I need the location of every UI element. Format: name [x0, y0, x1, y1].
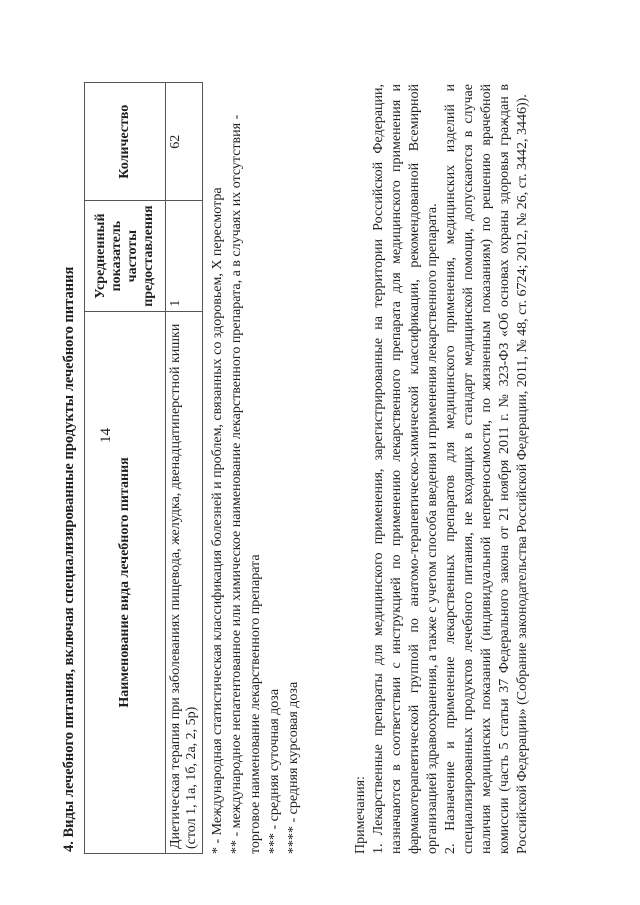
footnotes [208, 84, 303, 854]
row-frequency-cell: 1 [166, 201, 203, 311]
table-header-row [85, 83, 166, 854]
notes [352, 84, 532, 854]
rotated-page-content [60, 20, 540, 860]
note-item: 1. Лекарственные препараты для медицинского применения, зарегистрированные на территории Российской Федерации, назначаются в соответствии с инструкцией по применению лекарственного препарата для медицинского применения и фармакотерапевтической группой по анатомо-терапевтическо-химической классификации, рекомендованной Всемирной организацией здравоохранения, а также с учетом способа введения и применения лекарственного препарата. [371, 84, 440, 854]
notes-heading: Примечания: [353, 776, 368, 854]
footnote-item: *** - средняя суточная доза [267, 688, 282, 854]
footnote-item: * - Международная статистическая классификация болезней и проблем, связанных со здоровьем, X пересмотра [210, 187, 225, 854]
footnote-item: ** - международное непатентованное или химическое наименование лекарственного препарата, а в случаях их отсутствия - торговое наименование лекарственного препарата [229, 114, 263, 854]
table-row [166, 83, 203, 854]
note-item: 2. Назначение и применение лекарственных препаратов для медицинского применения, медицинских изделий и специализированных продуктов лечебного питания, не входящих в стандарт медицинской помощи, допускаются в случае наличия медицинских показаний (индивидуальной непереносимости, по жизненным показаниям) по решению врачебной комиссии (часть 5 статьи 37 Федерального закона от 21 ноября 2011 г. № 323-ФЗ «Об основах охраны здоровья граждан в Российской Федерации» (Собрание законодательства Российской Федерации, 2011, № 48, ст. 6724; 2012, № 26, ст. 3442, 3446)). [443, 84, 530, 854]
footnote-item: **** - средняя курсовая доза [286, 681, 301, 854]
header-name: Наименование вида лечебного питания [85, 311, 166, 853]
row-name-cell: Диетическая терапия при заболеваниях пищевода, желудка, двенадцатиперстной кишки (стол 1, 1а, 1б, 2а, 2, 5р) [166, 311, 203, 853]
nutrition-table [84, 82, 203, 854]
page-number: 14 [98, 428, 114, 443]
header-quantity: Количество [85, 83, 166, 201]
header-frequency: Усредненный показатель частоты предоставления [85, 201, 166, 311]
section-title: 4. Виды лечебного питания, включая специализированные продукты лечебного питания [61, 266, 77, 852]
row-quantity-cell: 62 [166, 83, 203, 201]
